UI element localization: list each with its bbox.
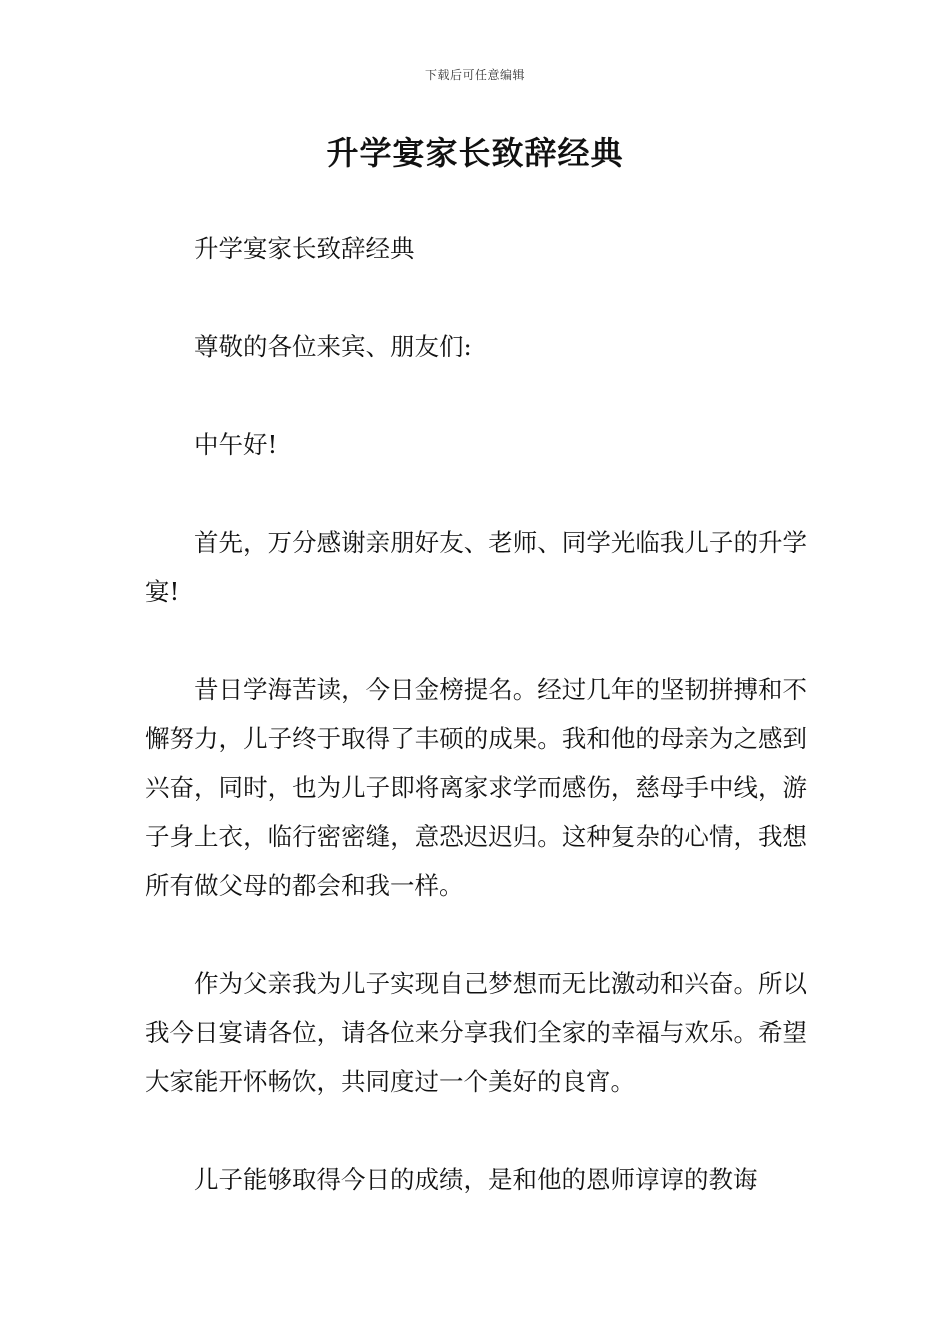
paragraph-achievement: 昔日学海苦读，今日金榜提名。经过几年的坚韧拼搏和不懈努力，儿子终于取得了丰硕的成果。我和他的母亲为之感到兴奋，同时，也为儿子即将离家求学而感伤，慈母手中线，游子身上衣，临行密密缝，意恐迟迟归。这种复杂的心情，我想所有做父母的都会和我一样。 <box>145 675 807 900</box>
document-body <box>145 224 807 1253</box>
paragraph-subtitle: 升学宴家长致辞经典 <box>194 234 415 263</box>
document-title: 升学宴家长致辞经典 <box>326 134 624 172</box>
paragraph-teachers: 儿子能够取得今日的成绩，是和他的恩师谆谆的教诲 <box>194 1165 758 1194</box>
paragraph-invitation: 作为父亲我为儿子实现自己梦想而无比激动和兴奋。所以我今日宴请各位，请各位来分享我们全家的幸福与欢乐。希望大家能开怀畅饮，共同度过一个美好的良宵。 <box>145 969 807 1096</box>
header-note: 下载后可任意编辑 <box>424 68 525 82</box>
paragraph-thanks: 首先，万分感谢亲朋好友、老师、同学光临我儿子的升学宴! <box>145 528 807 606</box>
paragraph-salutation: 尊敬的各位来宾、朋友们: <box>194 332 472 361</box>
paragraph-greeting: 中午好! <box>194 430 278 459</box>
